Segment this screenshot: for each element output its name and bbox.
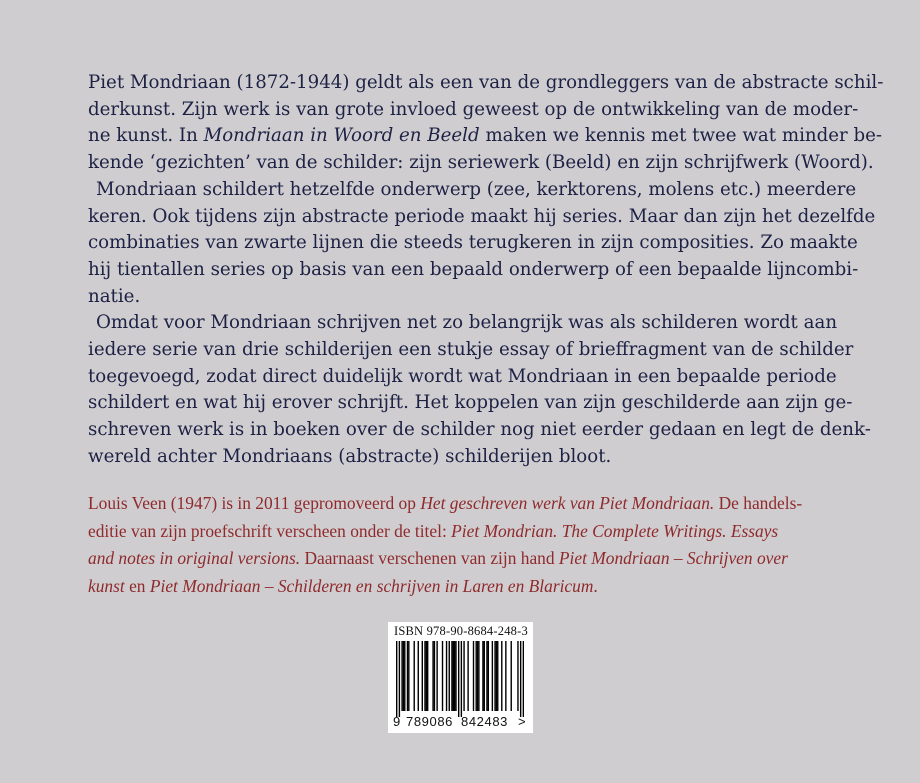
blurb-line: combinaties van zwarte lijnen die steeds terugkeren in zijn composities. Zo maakte bbox=[88, 232, 858, 254]
barcode-bar bbox=[478, 641, 479, 711]
author-text: Daarnaast verschenen van zijn hand bbox=[304, 548, 555, 569]
barcode-bar bbox=[403, 641, 404, 711]
ean-quiet-mark: > bbox=[518, 714, 526, 729]
author-text: Louis Veen (1947) is in 2011 gepromoveerd op bbox=[88, 493, 416, 513]
author-paragraph bbox=[88, 490, 848, 601]
barcode-bar bbox=[401, 641, 402, 711]
author-text: en bbox=[129, 576, 146, 597]
blurb-line: kende ‘gezichten’ van de schilder: zijn seriewerk (Beeld) en zijn schrijfwerk (Woord). bbox=[88, 152, 874, 174]
barcode-bar bbox=[494, 641, 495, 711]
barcode-bar bbox=[442, 641, 443, 711]
blurb-line: schreven werk is in boeken over de schilder nog niet eerder gedaan en legt de denk- bbox=[88, 419, 871, 441]
barcode-bar bbox=[463, 641, 464, 711]
blurb-line: wereld achter Mondriaans (abstracte) schilderijen bloot. bbox=[88, 445, 612, 467]
blurb-line: Mondriaan schildert hetzelfde onderwerp (zee, kerktorens, molens etc.) meerdere bbox=[96, 178, 857, 200]
book-title: kunst bbox=[88, 576, 125, 597]
barcode-bar bbox=[497, 641, 498, 711]
isbn-label: ISBN 978-90-8684-248-3 bbox=[394, 624, 528, 638]
blurb-line: natie. bbox=[88, 285, 141, 307]
barcode-bar bbox=[396, 641, 397, 717]
blurb-line: schildert en wat hij erover schrijft. Het koppelen van zijn geschilderde aan zijn ge- bbox=[88, 392, 853, 414]
barcode-bar bbox=[436, 641, 437, 711]
barcode-bar bbox=[426, 641, 427, 711]
blurb-text bbox=[88, 70, 884, 471]
author-line bbox=[88, 573, 848, 601]
barcode-bar bbox=[477, 641, 478, 711]
blurb-line: toegevoegd, zodat direct duidelijk wordt wat Mondriaan in een bepaalde periode bbox=[88, 365, 837, 387]
author-text: De handels- bbox=[718, 493, 803, 513]
author-bio bbox=[88, 490, 848, 601]
blurb-paragraph-3 bbox=[88, 310, 871, 470]
blurb-line-part: maken we kennis met twee wat minder be- bbox=[485, 125, 883, 147]
barcode-bar bbox=[404, 641, 405, 711]
barcode-bar bbox=[399, 641, 400, 717]
book-title: Mondriaan in Woord en Beeld bbox=[203, 125, 480, 147]
barcode-bar bbox=[461, 641, 462, 717]
barcode-bar bbox=[455, 641, 456, 711]
ean-left-group: 789086 bbox=[406, 714, 453, 729]
dissertation-title: Het geschreven werk van Piet Mondriaan. bbox=[420, 493, 715, 513]
blurb-line-part: ne kunst. In bbox=[88, 125, 198, 147]
ean-digits bbox=[388, 714, 533, 732]
book-title: Piet Mondriaan – Schrijven over bbox=[558, 548, 788, 569]
barcode-bar bbox=[434, 641, 435, 711]
barcode-bar bbox=[511, 641, 512, 711]
trade-edition-title: Piet Mondrian. The Complete Writings. Essays bbox=[451, 520, 779, 541]
author-line bbox=[88, 545, 848, 573]
barcode-bar bbox=[520, 641, 521, 717]
ean-right-group: 842483 bbox=[461, 714, 508, 729]
barcode-bar bbox=[424, 641, 425, 711]
ean-first-digit: 9 bbox=[393, 714, 401, 729]
blurb-line: derkunst. Zijn werk is van grote invloed geweest op de ontwikkeling van de moder- bbox=[88, 98, 859, 120]
barcode-bar bbox=[482, 641, 483, 711]
blurb-paragraph-1 bbox=[88, 70, 884, 177]
barcode-bar bbox=[486, 641, 487, 711]
blurb-line: Piet Mondriaan (1872-1944) geldt als een van de grondleggers van de abstracte schil- bbox=[88, 72, 884, 93]
author-text: . bbox=[593, 576, 598, 597]
blurb-paragraph-2 bbox=[88, 177, 876, 311]
book-title: Piet Mondriaan – Schilderen en schrijven in Laren en Blaricum bbox=[149, 576, 594, 597]
barcode-bar bbox=[475, 641, 476, 711]
blurb-line: keren. Ook tijdens zijn abstracte periode maakt hij series. Maar dan zijn het dezelfde bbox=[88, 205, 876, 227]
barcode-bar bbox=[523, 641, 524, 717]
author-line bbox=[88, 518, 848, 546]
barcode-bar bbox=[467, 641, 468, 711]
barcode-bar bbox=[454, 641, 455, 711]
barcode-bar bbox=[451, 641, 452, 711]
barcode-bar bbox=[484, 641, 485, 711]
barcode-bar bbox=[446, 641, 447, 711]
blurb-line: Omdat voor Mondriaan schrijven net zo belangrijk was als schilderen wordt aan bbox=[96, 312, 838, 334]
barcode-bar bbox=[422, 641, 423, 711]
barcode-bar bbox=[418, 641, 419, 711]
barcode-bar bbox=[427, 641, 428, 711]
author-text: editie van zijn proefschrift verscheen onder de titel: bbox=[88, 520, 447, 541]
barcode-bar bbox=[488, 641, 489, 711]
barcode-bar bbox=[453, 641, 454, 711]
blurb-line: iedere serie van drie schilderijen een stukje essay of brieffragment van de schilder bbox=[88, 339, 854, 361]
barcode-bar bbox=[458, 641, 459, 717]
blurb-line bbox=[88, 123, 883, 150]
barcode-bar bbox=[408, 641, 409, 711]
barcode-bar bbox=[492, 641, 493, 711]
barcode-bar bbox=[501, 641, 502, 711]
barcode-bar bbox=[449, 641, 450, 711]
isbn-barcode bbox=[388, 622, 533, 733]
barcode-bar bbox=[473, 641, 474, 711]
trade-edition-title: and notes in original versions. bbox=[88, 548, 301, 569]
barcode-bar bbox=[407, 641, 408, 711]
barcode-bar bbox=[414, 641, 415, 711]
barcode-bar bbox=[496, 641, 497, 711]
author-line bbox=[88, 490, 848, 518]
blurb-line: hij tientallen series op basis van een bepaald onderwerp of een bepaalde lijncombi- bbox=[88, 258, 859, 280]
barcode-bar bbox=[517, 641, 518, 711]
barcode-bars bbox=[396, 641, 524, 717]
barcode-bar bbox=[505, 641, 506, 711]
barcode-bar bbox=[432, 641, 433, 711]
